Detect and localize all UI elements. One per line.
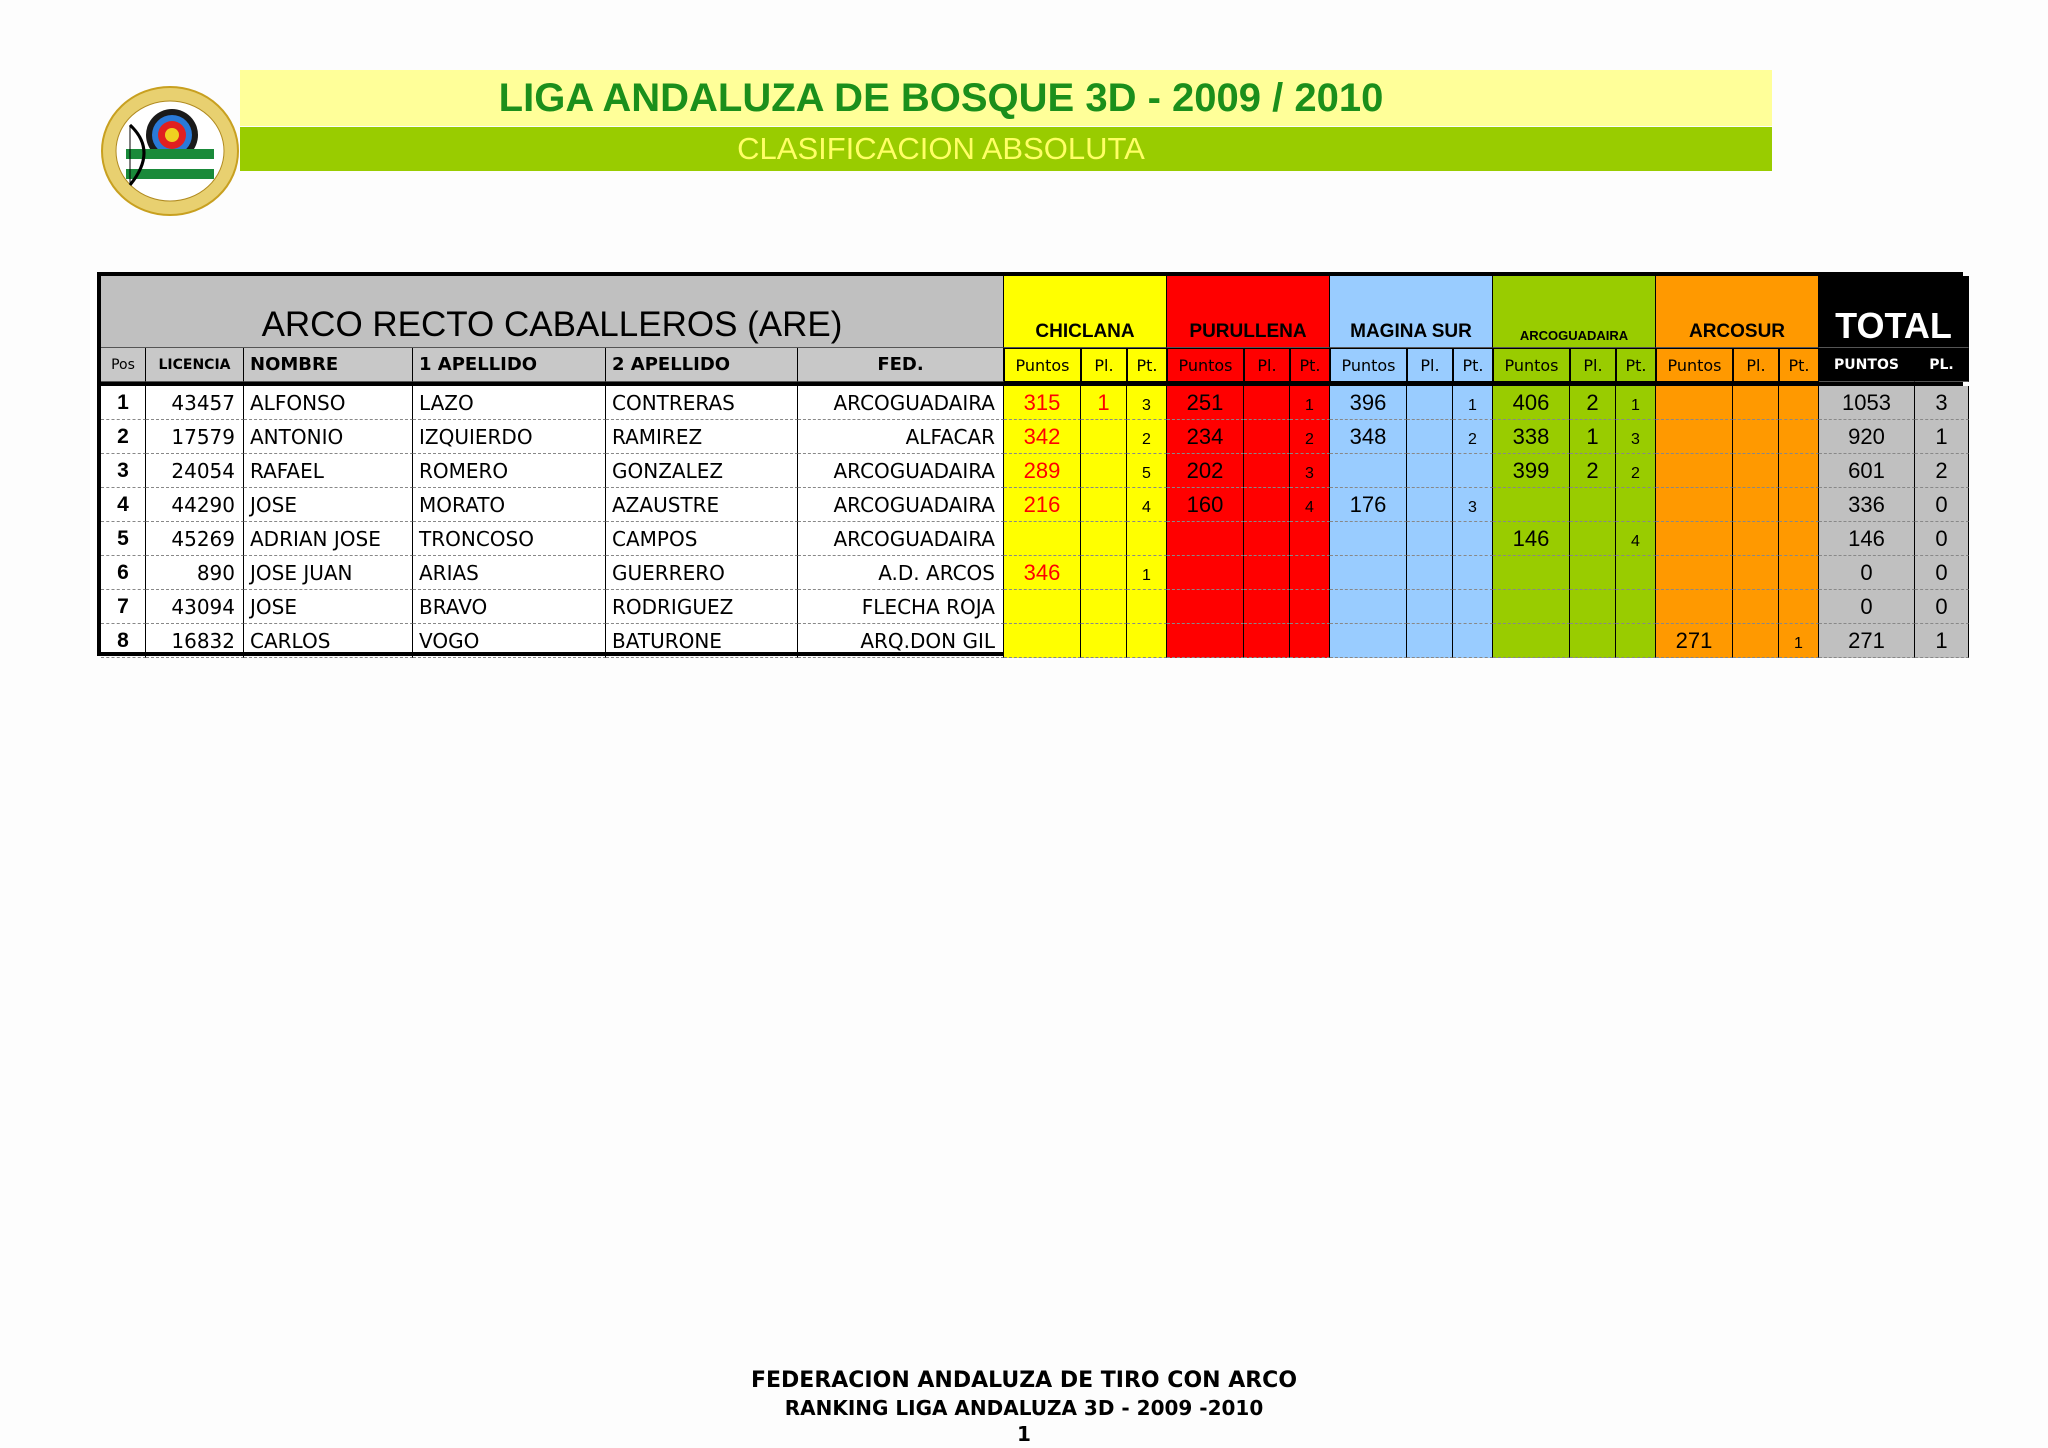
cell-nombre: JOSE xyxy=(244,488,413,522)
sub-header-pl: Pl. xyxy=(1081,348,1127,382)
cell-ap1: ROMERO xyxy=(413,454,606,488)
ranking-table-body xyxy=(101,276,1959,652)
venue-pt: 1 xyxy=(1616,386,1656,420)
venue-place xyxy=(1081,590,1127,624)
venue-points xyxy=(1493,590,1570,624)
cell-fed: A.D. ARCOS xyxy=(798,556,1004,590)
venue-points xyxy=(1493,624,1570,658)
ranking-table xyxy=(97,272,1963,656)
venue-pt: 1 xyxy=(1779,624,1819,658)
venue-pt xyxy=(1127,590,1167,624)
venue-points: 146 xyxy=(1493,522,1570,556)
cell-ap2: CONTRERAS xyxy=(606,386,798,420)
venue-place xyxy=(1081,420,1127,454)
venue-place xyxy=(1407,590,1453,624)
venue-pt xyxy=(1453,454,1493,488)
sub-header-pl: Pl. xyxy=(1407,348,1453,382)
venue-place: 2 xyxy=(1570,454,1616,488)
venue-points: 315 xyxy=(1004,386,1081,420)
cell-nombre: ANTONIO xyxy=(244,420,413,454)
cell-ap2: RODRIGUEZ xyxy=(606,590,798,624)
venue-points xyxy=(1656,488,1733,522)
venue-points xyxy=(1167,590,1244,624)
cell-pos: 3 xyxy=(101,454,146,488)
cell-nombre: RAFAEL xyxy=(244,454,413,488)
venue-points xyxy=(1330,454,1407,488)
venue-place xyxy=(1244,488,1290,522)
cell-licencia: 890 xyxy=(146,556,244,590)
total-header: TOTAL xyxy=(1819,276,1969,348)
cell-fed: ARCOGUADAIRA xyxy=(798,488,1004,522)
total-place: 1 xyxy=(1915,420,1969,454)
venue-points: 176 xyxy=(1330,488,1407,522)
venue-place xyxy=(1407,420,1453,454)
sub-header-puntos: Puntos xyxy=(1330,348,1407,382)
cell-ap1: MORATO xyxy=(413,488,606,522)
venue-points xyxy=(1493,488,1570,522)
venue-points xyxy=(1004,590,1081,624)
col-header-2-apellido: 2 APELLIDO xyxy=(606,348,798,382)
cell-nombre: ADRIAN JOSE xyxy=(244,522,413,556)
venue-header-chiclana: CHICLANA xyxy=(1004,276,1167,348)
venue-place xyxy=(1407,386,1453,420)
cell-ap1: VOGO xyxy=(413,624,606,658)
total-place: 0 xyxy=(1915,556,1969,590)
venue-place xyxy=(1407,556,1453,590)
venue-place xyxy=(1407,624,1453,658)
sub-header-pt: Pt. xyxy=(1290,348,1330,382)
venue-points: 289 xyxy=(1004,454,1081,488)
venue-header-arcoguadaira: ARCOGUADAIRA xyxy=(1493,276,1656,348)
venue-points xyxy=(1656,420,1733,454)
cell-pos: 7 xyxy=(101,590,146,624)
cell-ap2: GONZALEZ xyxy=(606,454,798,488)
venue-header-magina-sur: MAGINA SUR xyxy=(1330,276,1493,348)
venue-pt: 2 xyxy=(1290,420,1330,454)
total-place: 1 xyxy=(1915,624,1969,658)
venue-pt xyxy=(1127,624,1167,658)
venue-place xyxy=(1244,624,1290,658)
venue-pt xyxy=(1616,590,1656,624)
venue-pt xyxy=(1127,522,1167,556)
category-title: ARCO RECTO CABALLEROS (ARE) xyxy=(101,276,1004,348)
venue-place xyxy=(1733,488,1779,522)
venue-place: 1 xyxy=(1570,420,1616,454)
cell-licencia: 24054 xyxy=(146,454,244,488)
venue-points: 396 xyxy=(1330,386,1407,420)
venue-place xyxy=(1407,454,1453,488)
cell-pos: 1 xyxy=(101,386,146,420)
venue-points xyxy=(1493,556,1570,590)
venue-place xyxy=(1244,386,1290,420)
venue-header-purullena: PURULLENA xyxy=(1167,276,1330,348)
venue-pt: 2 xyxy=(1453,420,1493,454)
subtitle-band xyxy=(240,127,1772,171)
cell-ap1: TRONCOSO xyxy=(413,522,606,556)
venue-place xyxy=(1244,454,1290,488)
cell-fed: ALFACAR xyxy=(798,420,1004,454)
venue-pt xyxy=(1779,522,1819,556)
venue-pt: 5 xyxy=(1127,454,1167,488)
sub-header-pt: Pt. xyxy=(1127,348,1167,382)
venue-header-arcosur: ARCOSUR xyxy=(1656,276,1819,348)
venue-points xyxy=(1167,522,1244,556)
sub-header-pt: Pt. xyxy=(1779,348,1819,382)
footer-ranking: RANKING LIGA ANDALUZA 3D - 2009 -2010 xyxy=(784,1396,1264,1420)
total-place: 3 xyxy=(1915,386,1969,420)
venue-pt xyxy=(1779,590,1819,624)
venue-points: 216 xyxy=(1004,488,1081,522)
venue-pt: 3 xyxy=(1127,386,1167,420)
venue-points: 338 xyxy=(1493,420,1570,454)
venue-place xyxy=(1733,624,1779,658)
cell-licencia: 17579 xyxy=(146,420,244,454)
venue-pt xyxy=(1779,488,1819,522)
venue-place xyxy=(1570,556,1616,590)
cell-licencia: 43457 xyxy=(146,386,244,420)
cell-nombre: JOSE xyxy=(244,590,413,624)
venue-pt xyxy=(1453,556,1493,590)
venue-place xyxy=(1733,386,1779,420)
venue-points xyxy=(1167,624,1244,658)
col-header-pos: Pos xyxy=(101,348,146,382)
cell-fed: ARQ.DON GIL xyxy=(798,624,1004,658)
venue-pt xyxy=(1616,556,1656,590)
venue-pt xyxy=(1616,488,1656,522)
total-points: 146 xyxy=(1819,522,1915,556)
total-points: 1053 xyxy=(1819,386,1915,420)
total-points: 0 xyxy=(1819,590,1915,624)
venue-place xyxy=(1244,522,1290,556)
cell-pos: 8 xyxy=(101,624,146,658)
venue-pt: 4 xyxy=(1290,488,1330,522)
venue-place xyxy=(1733,454,1779,488)
venue-points xyxy=(1330,590,1407,624)
page-subtitle: CLASIFICACION ABSOLUTA xyxy=(737,131,1145,166)
venue-place xyxy=(1407,488,1453,522)
venue-points xyxy=(1330,624,1407,658)
venue-points: 348 xyxy=(1330,420,1407,454)
venue-pt xyxy=(1779,556,1819,590)
venue-place xyxy=(1733,522,1779,556)
venue-place xyxy=(1081,454,1127,488)
page-title: LIGA ANDALUZA DE BOSQUE 3D - 2009 / 2010 xyxy=(498,75,1384,120)
total-place: 0 xyxy=(1915,590,1969,624)
venue-place xyxy=(1733,420,1779,454)
cell-fed: ARCOGUADAIRA xyxy=(798,522,1004,556)
total-points: 601 xyxy=(1819,454,1915,488)
venue-pt xyxy=(1290,590,1330,624)
footer-federation: FEDERACION ANDALUZA DE TIRO CON ARCO xyxy=(750,1368,1298,1393)
venue-pt: 1 xyxy=(1127,556,1167,590)
venue-place xyxy=(1570,488,1616,522)
cell-nombre: ALFONSO xyxy=(244,386,413,420)
cell-fed: ARCOGUADAIRA xyxy=(798,454,1004,488)
cell-fed: ARCOGUADAIRA xyxy=(798,386,1004,420)
venue-points xyxy=(1656,590,1733,624)
sub-header-pl: Pl. xyxy=(1570,348,1616,382)
sub-header-puntos: Puntos xyxy=(1167,348,1244,382)
total-sub-header-pl: PL. xyxy=(1915,348,1969,382)
venue-place xyxy=(1570,522,1616,556)
venue-place xyxy=(1570,590,1616,624)
col-header-licencia: LICENCIA xyxy=(146,348,244,382)
venue-place xyxy=(1733,590,1779,624)
venue-points xyxy=(1656,386,1733,420)
sub-header-pl: Pl. xyxy=(1733,348,1779,382)
venue-points xyxy=(1656,522,1733,556)
cell-ap1: BRAVO xyxy=(413,590,606,624)
total-points: 0 xyxy=(1819,556,1915,590)
venue-pt xyxy=(1453,522,1493,556)
cell-pos: 6 xyxy=(101,556,146,590)
venue-points: 251 xyxy=(1167,386,1244,420)
venue-points xyxy=(1656,556,1733,590)
sub-header-puntos: Puntos xyxy=(1493,348,1570,382)
venue-pt: 4 xyxy=(1127,488,1167,522)
cell-ap2: GUERRERO xyxy=(606,556,798,590)
venue-points: 399 xyxy=(1493,454,1570,488)
venue-pt: 1 xyxy=(1453,386,1493,420)
cell-ap1: ARIAS xyxy=(413,556,606,590)
cell-ap2: BATURONE xyxy=(606,624,798,658)
federation-target-logo-icon xyxy=(100,85,240,217)
cell-licencia: 43094 xyxy=(146,590,244,624)
venue-pt xyxy=(1616,624,1656,658)
col-header-nombre: NOMBRE xyxy=(244,348,413,382)
venue-pt xyxy=(1290,522,1330,556)
venue-points xyxy=(1004,624,1081,658)
venue-pt xyxy=(1290,624,1330,658)
cell-pos: 5 xyxy=(101,522,146,556)
venue-points: 234 xyxy=(1167,420,1244,454)
venue-place xyxy=(1407,522,1453,556)
cell-ap1: LAZO xyxy=(413,386,606,420)
venue-points: 346 xyxy=(1004,556,1081,590)
sub-header-pl: Pl. xyxy=(1244,348,1290,382)
total-points: 920 xyxy=(1819,420,1915,454)
sub-header-pt: Pt. xyxy=(1453,348,1493,382)
venue-points xyxy=(1330,522,1407,556)
venue-points: 342 xyxy=(1004,420,1081,454)
cell-nombre: CARLOS xyxy=(244,624,413,658)
venue-pt: 1 xyxy=(1290,386,1330,420)
total-sub-header-puntos: PUNTOS xyxy=(1819,348,1915,382)
venue-points: 406 xyxy=(1493,386,1570,420)
cell-ap2: RAMIREZ xyxy=(606,420,798,454)
cell-licencia: 45269 xyxy=(146,522,244,556)
venue-pt: 3 xyxy=(1616,420,1656,454)
venue-place: 1 xyxy=(1081,386,1127,420)
venue-place xyxy=(1244,590,1290,624)
venue-points xyxy=(1656,454,1733,488)
venue-pt xyxy=(1453,590,1493,624)
venue-place xyxy=(1244,420,1290,454)
cell-nombre: JOSE JUAN xyxy=(244,556,413,590)
cell-pos: 2 xyxy=(101,420,146,454)
cell-licencia: 44290 xyxy=(146,488,244,522)
venue-pt xyxy=(1779,386,1819,420)
venue-pt xyxy=(1779,454,1819,488)
venue-points: 160 xyxy=(1167,488,1244,522)
venue-place xyxy=(1081,522,1127,556)
sub-header-pt: Pt. xyxy=(1616,348,1656,382)
venue-pt xyxy=(1290,556,1330,590)
cell-licencia: 16832 xyxy=(146,624,244,658)
venue-pt: 3 xyxy=(1453,488,1493,522)
venue-pt: 3 xyxy=(1290,454,1330,488)
venue-points xyxy=(1004,522,1081,556)
venue-place xyxy=(1733,556,1779,590)
cell-fed: FLECHA ROJA xyxy=(798,590,1004,624)
col-header-fed-: FED. xyxy=(798,348,1004,382)
sub-header-puntos: Puntos xyxy=(1656,348,1733,382)
col-header-1-apellido: 1 APELLIDO xyxy=(413,348,606,382)
sub-header-puntos: Puntos xyxy=(1004,348,1081,382)
venue-place: 2 xyxy=(1570,386,1616,420)
venue-points xyxy=(1330,556,1407,590)
venue-pt xyxy=(1453,624,1493,658)
total-points: 271 xyxy=(1819,624,1915,658)
cell-pos: 4 xyxy=(101,488,146,522)
venue-place xyxy=(1081,624,1127,658)
total-place: 0 xyxy=(1915,522,1969,556)
total-place: 2 xyxy=(1915,454,1969,488)
venue-place xyxy=(1081,556,1127,590)
title-band xyxy=(240,70,1772,126)
cell-ap2: AZAUSTRE xyxy=(606,488,798,522)
total-place: 0 xyxy=(1915,488,1969,522)
venue-pt: 2 xyxy=(1127,420,1167,454)
venue-points: 271 xyxy=(1656,624,1733,658)
cell-ap2: CAMPOS xyxy=(606,522,798,556)
venue-place xyxy=(1570,624,1616,658)
venue-pt: 4 xyxy=(1616,522,1656,556)
venue-pt xyxy=(1779,420,1819,454)
footer-page-number: 1 xyxy=(1017,1422,1031,1446)
venue-points xyxy=(1167,556,1244,590)
cell-ap1: IZQUIERDO xyxy=(413,420,606,454)
venue-points: 202 xyxy=(1167,454,1244,488)
venue-place xyxy=(1244,556,1290,590)
venue-pt: 2 xyxy=(1616,454,1656,488)
total-points: 336 xyxy=(1819,488,1915,522)
venue-place xyxy=(1081,488,1127,522)
